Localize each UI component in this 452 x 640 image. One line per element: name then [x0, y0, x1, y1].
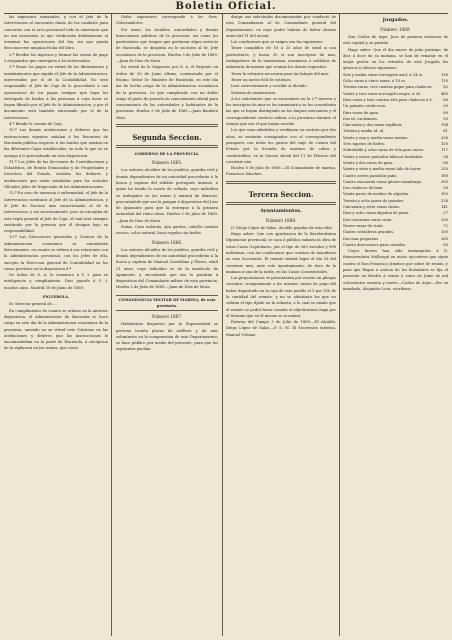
paragraph: dirigir sus solicitudes documentadas por conducto de esta Comandancia al Sr. Comandante general del Departamento, en cuyo poder habrán de haber obrado antes del 31 del actual. [226, 15, 336, 38]
item-description: Cincuenta y siete varas cintas. [343, 205, 401, 210]
section-rule [116, 124, 218, 127]
paragraph: Cuyos bienes han sido embargados á D. Buenaventura Mallorquí en autos ejecutivos que sigue contra el Don Francisco Jiménez por sobre de rentas, y para que llegue á noticia de los licitadores se fija el presente en Huelva á veinte y cinco de Junio de mil ochocientos sesenta y nueve.—Carlos de Arpe.—Por su mandado, Alejandro Lora, escribano. [343, 249, 448, 291]
paragraph: Señas. Cara redonda, ojos pardos, cabello castaño oscuro, color natural, boca regular, sin barba. [116, 225, 218, 236]
item-price: 50 [443, 104, 448, 109]
notice-number: Número 1887. [151, 314, 183, 320]
item-description: Veinte y dos varas de gasa. [343, 160, 394, 165]
paragraph: Leer correctamente y escribir al dictado. [231, 84, 308, 89]
item-description: Diez varas y tres cuartas tela para chalecos á 8. [343, 97, 433, 102]
paragraph: Sistema de numeracion. [231, 90, 277, 95]
item-price: 260 [440, 236, 448, 241]
section-title: Segunda Seccion. [132, 133, 202, 143]
item-description: Cuatro cincuenta varas género manilargo. [343, 179, 423, 184]
item-description: Dos id. cachemira. [343, 116, 378, 121]
paragraph: 2.ª Recibir los ingresos y formar las cartas de pago ó resguardos que entreguen á los interesados. [4, 52, 108, 64]
column-divider [111, 14, 112, 636]
paragraph: Las condiciones que se exigen son las siguientes: [231, 40, 324, 45]
item-price: 220 [440, 167, 448, 172]
paragraph: Hago saber: Que el dia nueve de julio próximo, de diez á doce de su mañana, se han de rematar en el mejor postor en los estrados de este Juzgado los géneros y efectos siguientes: [343, 47, 448, 71]
column-2 [116, 14, 218, 636]
item-price: 50 [443, 186, 448, 191]
paragraph: Por tanto, los alcaldes, autoridades y demás funcionarios públicos de la provincia, así como los particulares que tengan que gestionar algun servicio de Hacienda, se dirigirán en lo sucesivo al Sr. Jefe económico de la provincia. Huelva 3 de Julio de 1869.—Juan de Dios de Mora. [116, 27, 218, 64]
item-description: Treinta varas, tres cuartas pique para chalecos. [343, 85, 433, 90]
paragraph: 12.ª En caso de ausencia ó enfermedad, el Jefe de la Intervencion sustituirá al Jefe de la Administracion, y el Jefe de Seccion más caracterizado al de la Intervencion, y así sucesivamente; pero se exceptúa de esta regla general al Jefe de Caja, el cual será siempre sustituido por la persona que él designe bajo su responsabilidad. [4, 191, 108, 234]
item-description: Ocho varas y cinco varas, á 10 rs. [343, 79, 407, 84]
item-description: Cuatro cortes pantalon paño. [343, 173, 398, 178]
section-rule [226, 181, 336, 184]
paragraph: En virtud de lo dispuesto por S. A. el Regente en órden de 30 de Junio último, comunicada por el Excmo. Señor Sr. Ministro de Hacienda, en este dia me he hecho cargo de la Administracion económica de la provincia. Lo que cumpliendo con mi deber tengo el gusto de ponerlo en conocimiento oficial para conocimiento de las autoridades y habitantes de la provincia. Huelva 3 de Julio de 1869.—Juan Bautista Niño. [116, 65, 218, 120]
item-description: Diez varas de gasa. [343, 110, 380, 115]
section-subtitle: GOBIERNO DE LA PROVINCIA. [134, 152, 200, 157]
item-price: 82 [443, 85, 448, 90]
column-divider [222, 14, 223, 636]
item-price: 100 [440, 230, 448, 235]
paragraph: 11.ª Los Jefes de las Secciones de Contribuciones y Estadística, de Rentas Estancadas y de Propiedades y Derechos del Estado, tendrán los deberes y atribuciones que están señaladas para los actuales Oficiales Jefes de Negociado de las Administraciones. [4, 159, 108, 190]
item-description: Veinte y tres varas terciopelo negro, á 20. [343, 91, 422, 96]
item-description: Dos chalecos de lana. [343, 186, 384, 191]
item-price: 27 [443, 211, 448, 216]
item-description: Veinte y nueve pañuelos blancos bordados. [343, 154, 424, 159]
price-list [343, 72, 448, 248]
paragraph: 13.ª Las Direcciones generales y Centros de la Administracion económica se entenderán directamente, en cuanto se refiera á sus relaciones con la Administracion provincial, con los Jefes de ella, excepto la Direccion general de Contabilidad en los casos previstos en la disposicion 6.ª [4, 235, 108, 271]
item-description: Dos-cincuenta varas cinta. [343, 217, 393, 222]
item-price: 58 [443, 154, 448, 159]
item-price: 100 [440, 192, 448, 197]
item-description: Sobrefalda y ocho varas de tela para sacos. [343, 148, 425, 153]
newspaper-title: Boletin Oficial. [175, 1, 277, 12]
item-description: Tres tapetes de fieltro. [343, 142, 386, 147]
paragraph: Los que sean admitidos y verifiquen su contrato por dos años, se enviarán consignados con el correspondiente pasaporte con todos los gastos del viaje de cuenta del Estado por la Escuela de marinos de cabos y condestables, en la Gaceta oficial del 11 de Febrero del corriente año. [226, 128, 336, 164]
notice-number: Número 1885. [151, 160, 183, 166]
paragraph: Hago saber: Que con aprobacion de la Excelentísima Diputacion provincial, se saca á pública subasta la obra de estas Casas Capitulares, por el tipo de 383 escudos y 998 milésimas, con las condiciones que constan de manifiesto en esta Secretaría. El remate tendrá lugar el dia 18 del corriente mes, ante este Ayuntamiento, de doce de la mañana á una de la tarde, en las Casas Consistoriales. [226, 232, 336, 274]
column-1 [4, 14, 108, 636]
item-description: Treinta y media id. id. [343, 129, 385, 134]
item-price: 180 [440, 173, 448, 178]
item-price: 80 [443, 242, 448, 247]
paragraph: En cumplimiento de cuanto se ordena en la anterior disposicion, el Administrador de Hacienda se hace cargo en este dia de la Administracion económica de la provincia, uniendo en su virtud este Gobierno en las atribuciones y deberes que las instrucciones le encomendaban en la parte de Hacienda, á excepcion de la vigilancia en las rentas, que como [4, 308, 108, 351]
section-subtitle: Ayuntamientos. [260, 207, 302, 214]
column-4 [343, 14, 448, 636]
item-description: Veinte pares de medias de algodon. [343, 192, 410, 197]
item-description: Diez y ocho varas algodon de pinta. [343, 211, 410, 216]
boxed-heading: COMANDANCIA MILITAR DE MARINA, de esta provincia. [116, 295, 218, 312]
paragraph: 3.ª Poner los pagos en virtud de los libramientos y mandamientos que expida el Jefe de la Administracion, intervenidos por el de la Contabilidad. No será responsable el Jefe de Caja de lo procedente á sus operaciones de los pagos siempre que haya los entregado de fondos á las personas á cuyo favor se hayan librado por el Jefe de la Administracion, y por el documento será también autorizado por el de la Intervencion. [4, 65, 108, 120]
item-price: 156 [440, 72, 448, 77]
paragraph: 10.ª Las demás atribuciones y deberes que las instrucciones vigentes señalan á los Tesoreros de Hacienda pública respecto á los fondos que existan en las diferentes Cajas establecidas, en todo lo que no se oponga á lo preceptuado en esta disposicion. [4, 128, 108, 158]
paragraph: 4.ª Rendir la cuenta de Caja. [9, 122, 63, 127]
newspaper-header [0, 0, 452, 14]
paragraph: Los señores Alcaldes de los pueblos, guardia civil y demás dependientes de mi autoridad procederán á la busca y captura del súbdito portugués Antonio, á quien ha tenido la suerte de soltado, cuyo individuo se trabajador en las minas y natural de Barrosó; procurándole que sea la pongan á disposicion del Juez de Ayamonte para que la entregue á la primera autoridad del reino reino. Huelva 2 de Julio de 1869.—Juan de Dios de Mora. [116, 168, 218, 223]
notice-number: Número 1889. [380, 27, 411, 32]
paragraph: De órden de S. A. lo comunico á V. I. para su inteligencia y cumplimiento. Dios guarde á V. I. muchos años. Madrid 30 de Junio de 1869. [4, 273, 108, 290]
signature: FIGUEROLA. [42, 295, 70, 300]
paragraph: Tener cumplidos de 18 á 25 años de edad si son particulares, y hasta 35 si son inscriptos de mar, trabajadores de la maestranza, marineros ó soldados de infantería de marina que reunan los demás requisitos. [226, 46, 336, 70]
item-description: Veinte y una y media varas merino. [343, 135, 409, 140]
item-price: 61 [443, 129, 448, 134]
paragraph: Las proposiciones se presentarán por escrito en pliegos cerrados, acompañando a los mismos cartas de pago del haber depositado en la caja de este pueblo el 5 por 100 de la cantidad del remate, y no se admitirán las que no cubran el tipo fijado en la subasta, a lo cual se añade que el remate se podrá hacer cuando el adjudicatario haga por el término que en él mismo se acordará. [226, 276, 336, 318]
column-divider [339, 14, 340, 636]
section-rule [226, 202, 336, 205]
paragraph: Habiéndose dispuesto por la Superioridad se provean treinta plazas de artillero y de mar voluntarios en la comprension de este Departamento, se hace público por medio del presente, para que los aspirantes puedan [116, 322, 218, 352]
item-description: Treinta y ocho pares de guantes. [343, 198, 405, 203]
paragraph: Tener un metro 654 de estatura. [231, 77, 292, 82]
item-description: Cuatro cristaleras grandes. [343, 230, 395, 235]
item-description: Dos mas pequeñas. [343, 236, 380, 241]
section-subtitle: Juzgados. [382, 17, 409, 23]
item-price: 72 [443, 223, 448, 228]
item-price: 80 [443, 110, 448, 115]
paragraph: D. Diego López de Salas, Alcalde popular de esta villa. [231, 225, 333, 230]
notice-number: Número 1886. [151, 239, 183, 245]
item-price: 66 [443, 160, 448, 165]
item-description: Cincuenta y dos varas arpillera. [343, 123, 403, 128]
item-price: 150 [440, 142, 448, 147]
section-title: Tercera Seccion. [248, 189, 314, 199]
paragraph: Los señores Alcaldes de los pueblos, guardia civil y demás dependientes de mi autoridad procederán á la busca y captura de Manuel Castellano y Flores, edad 21 años, cuyo individuo es de la matrícula de Ayamonte; y encontrado que sea lo pondrán á disposicion del Comandante militar de esta provincia. Huelva 2 de Julio de 1869.—Juan de Dios de Mora. [116, 247, 218, 290]
item-price: 86 [443, 97, 448, 102]
paragraph: Paterna del Campo 3 de Julio de 1869.—El Alcalde, Diego López de Salas.—P. S. M. El Secretario interino, Manuel Urbano. [226, 320, 336, 337]
item-description: Un palmito confeccion. [343, 104, 387, 109]
item-price: 117 [440, 148, 448, 153]
item-description: Nueve varas de cinta. [343, 223, 384, 228]
item-price: 110 [440, 79, 448, 84]
paragraph: Don Cárlos de Arpe, Juez de primera instancia de esta capital y su partido. [343, 35, 448, 46]
paragraph: Tener la robustez necesaria para las fatigas del mar. [231, 71, 330, 76]
paragraph: Sr. Director general de.... [9, 302, 57, 307]
item-price: 236 [440, 135, 448, 140]
item-price: 200 [440, 217, 448, 222]
section-rule [116, 145, 218, 148]
paragraph: A los solicitantes que se encuentren en la 2.ª reserva y los inscriptos de mar se les examinará y se les concederán las que se hayan distinguido en los buques mercantes y el correspondiente servicio militar a la provincia durante el tiempo que sea el que hayan servido. [226, 96, 336, 127]
item-price: 194 [440, 123, 448, 128]
item-description: Cuatro disecciones para cristales. [343, 242, 407, 247]
item-description: Veinte y siete y media varas hilo de hacer. [343, 167, 422, 172]
item-price: 300 [440, 179, 448, 184]
paragraph: Huelva 5 de Julio de 1869.—El Comandante de marina, Francisco Sánchez. [226, 166, 336, 177]
item-price: 228 [440, 198, 448, 203]
item-price: 90 [443, 116, 448, 121]
paragraph: Gefes superiores corresponde á los Sres. Gobernadores. [116, 15, 218, 26]
item-description: Seis y media varas terciopelo azul, á 24 rs. [343, 72, 424, 77]
paragraph: los expuestos semanales, y con el Jefe de la Intervencion al encuentro diario de los caudales para concertar con el arca provincial todo la existencia que no sea reservada, lo que verificarán debidamente al terminar las operaciones del dia, sin que pueda desconocerse ninguna fecha del libro. [4, 15, 108, 51]
notice-number: Número 1888. [265, 217, 297, 223]
item-price: 141 [440, 205, 448, 210]
column-3 [226, 14, 336, 636]
item-price: 460 [440, 91, 448, 96]
